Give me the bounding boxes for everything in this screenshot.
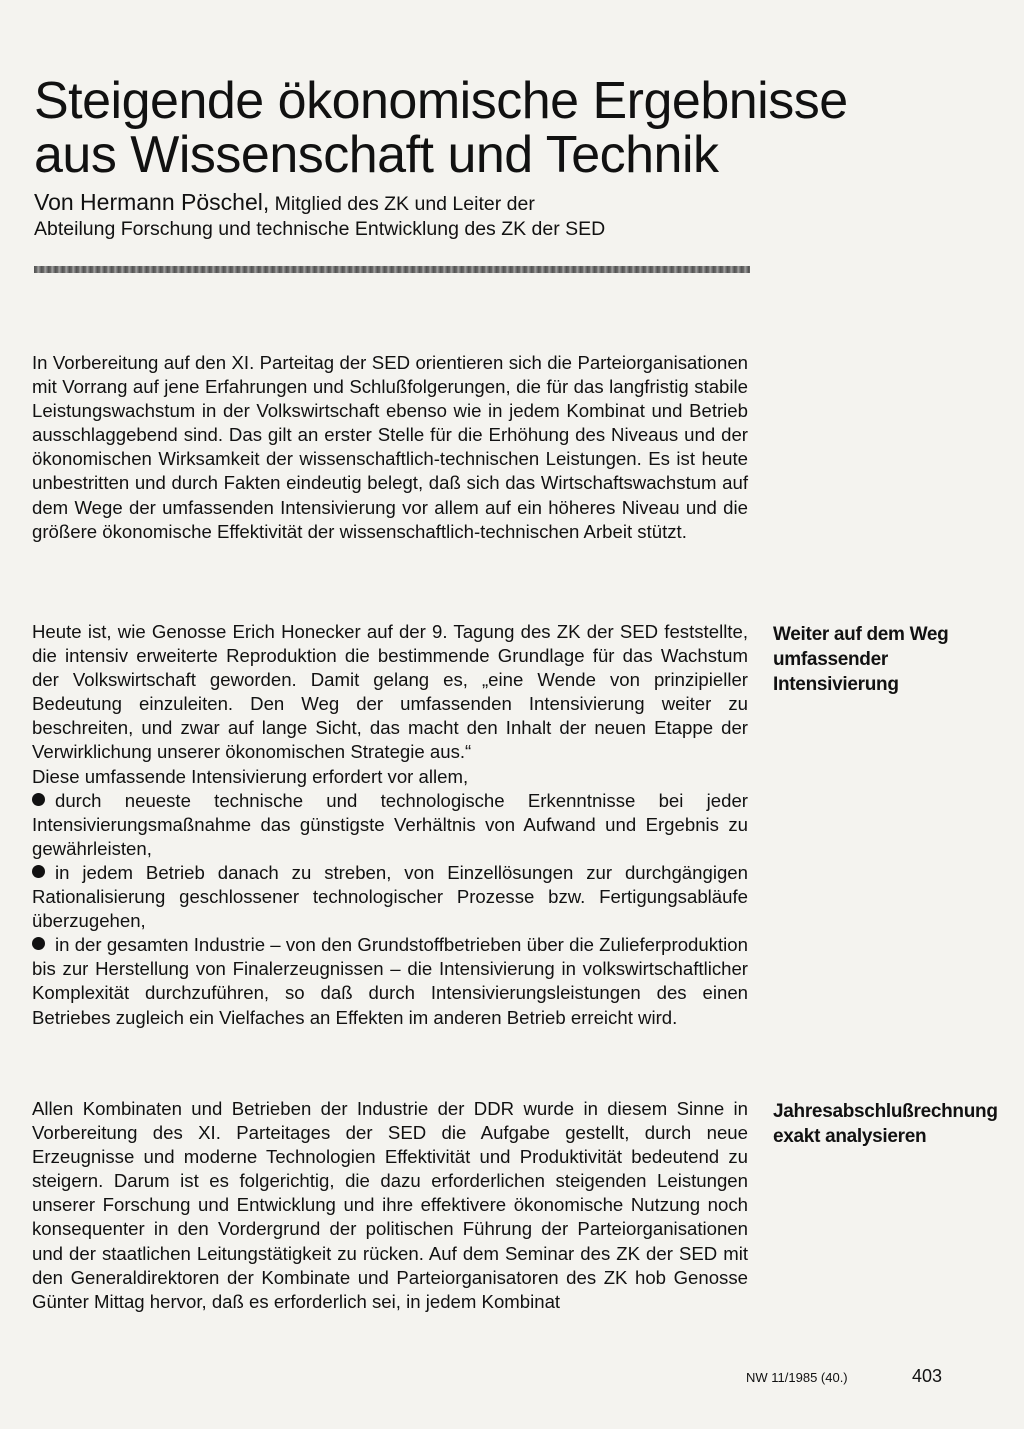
bullet-item (32, 861, 748, 933)
byline-department: Abteilung Forschung und technische Entwicklung des ZK der SED (34, 218, 606, 240)
section-intensivierung (32, 620, 748, 1030)
paragraph-kombinate: Allen Kombinaten und Betrieben der Industrie der DDR wurde in diesem Sinne in Vorbereitung des XI. Parteitages der SED die Aufgabe gestellt, durch neue Erzeugnisse und moderne Technologien Effektivität und Produktivität bedeutend zu steigern. Darum ist es folgerichtig, die dazu erforderlichen steigenden Leistungen unserer Forschung und Entwicklung und ihre effektivere ökonomische Nutzung noch konsequenter in den Vordergrund der politischen Führung der Parteiorganisationen und der staatlichen Leitungstätigkeit zu rücken. Auf dem Seminar des ZK der SED mit den Generaldirektoren der Kombinate und Parteiorganisatoren des ZK hob Genosse Günter Mittag hervor, daß es erforderlich sei, in jedem Kombinat (32, 1098, 748, 1312)
bullet-text: durch neueste technische und technologische Erkenntnisse bei jeder Intensivierungsmaßnahme das günstigste Verhältnis von Aufwand und Ergebnis zu gewährleisten, (32, 789, 748, 859)
bullet-text: in der gesamten Industrie – von den Grundstoffbetrieben über die Zulieferproduktion bis zur Herstellung von Finalerzeugnissen – die Intensivierung in volkswirtschaftlicher Komplexität durchzuführen, so daß durch Intensivierungsleistungen des einen Betriebes zugleich ein Vielfaches an Effekten im anderen Betrieb erreicht wird. (32, 934, 748, 1028)
bullet-item (32, 933, 748, 1029)
article-title (34, 74, 954, 182)
bullet-dot-icon (32, 793, 45, 806)
paragraph-honecker-quote: Heute ist, wie Genosse Erich Honecker auf der 9. Tagung des ZK der SED feststellte, die intensiv erweiterte Reproduktion die bestimmende Grundlage für das Wachstum der Volkswirtschaft geworden. Damit gelang es, „eine Wende von prinzipieller Bedeutung einzuleiten. Den Weg der umfassenden Intensivierung weiter zu beschreiten, und zwar auf lange Sicht, das macht den Inhalt der neuen Etappe der Verwirklichung unserer ökonomischen Strategie aus.“ (32, 621, 748, 763)
section-kombinate (32, 1097, 748, 1314)
byline-role: Mitglied des ZK und Leiter der (274, 193, 535, 215)
page-number: 403 (912, 1366, 943, 1386)
section-intro (32, 351, 748, 544)
byline (34, 190, 794, 242)
bullet-text: in jedem Betrieb danach zu streben, von Einzellösungen zur durchgängigen Rationalisierung geschlossener technologischer Prozesse bzw. Fertigungsabläufe überzugehen, (32, 861, 748, 932)
bullet-intro: Diese umfassende Intensivierung erfordert vor allem, (32, 765, 469, 787)
bullet-item (32, 789, 748, 861)
issue-reference: NW 11/1985 (40.) (746, 1370, 848, 1385)
paragraph-intro: In Vorbereitung auf den XI. Parteitag der SED orientieren sich die Parteiorganisationen mit Vorrang auf jene Erfahrungen und Schlußfolgerungen, die für das langfristig stabile Leistungswachstum in der Volkswirtschaft ebenso wie in jedem Kombinat und Betrieb ausschlaggebend sind. Das gilt an erster Stelle für die Erhöhung des Niveaus und der ökonomischen Wirksamkeit der wissenschaftlich-technischen Leistungen. Es ist heute unbestritten und durch Fakten eindeutig belegt, daß sich das Wirtschaftswachstum auf dem Wege der umfassenden Intensivierung vor allem auf ein höheres Niveau und die größere ökonomische Effektivität der wissenschaftlich-technischen Arbeit stützt. (32, 352, 748, 542)
bullet-dot-icon (32, 865, 45, 878)
header-divider (34, 266, 750, 273)
side-heading-intensivierung: Weiter auf dem Weg umfassender Intensivierung (773, 624, 949, 695)
title-line-2: aus Wissenschaft und Technik (34, 126, 719, 184)
title-line-1: Steigende ökonomische Ergebnisse (34, 72, 848, 130)
bullet-dot-icon (32, 937, 45, 950)
side-heading-jahresabschluss: Jahresabschlußrechnung exakt analysieren (773, 1101, 998, 1147)
author-name: Von Hermann Pöschel, (34, 189, 270, 215)
